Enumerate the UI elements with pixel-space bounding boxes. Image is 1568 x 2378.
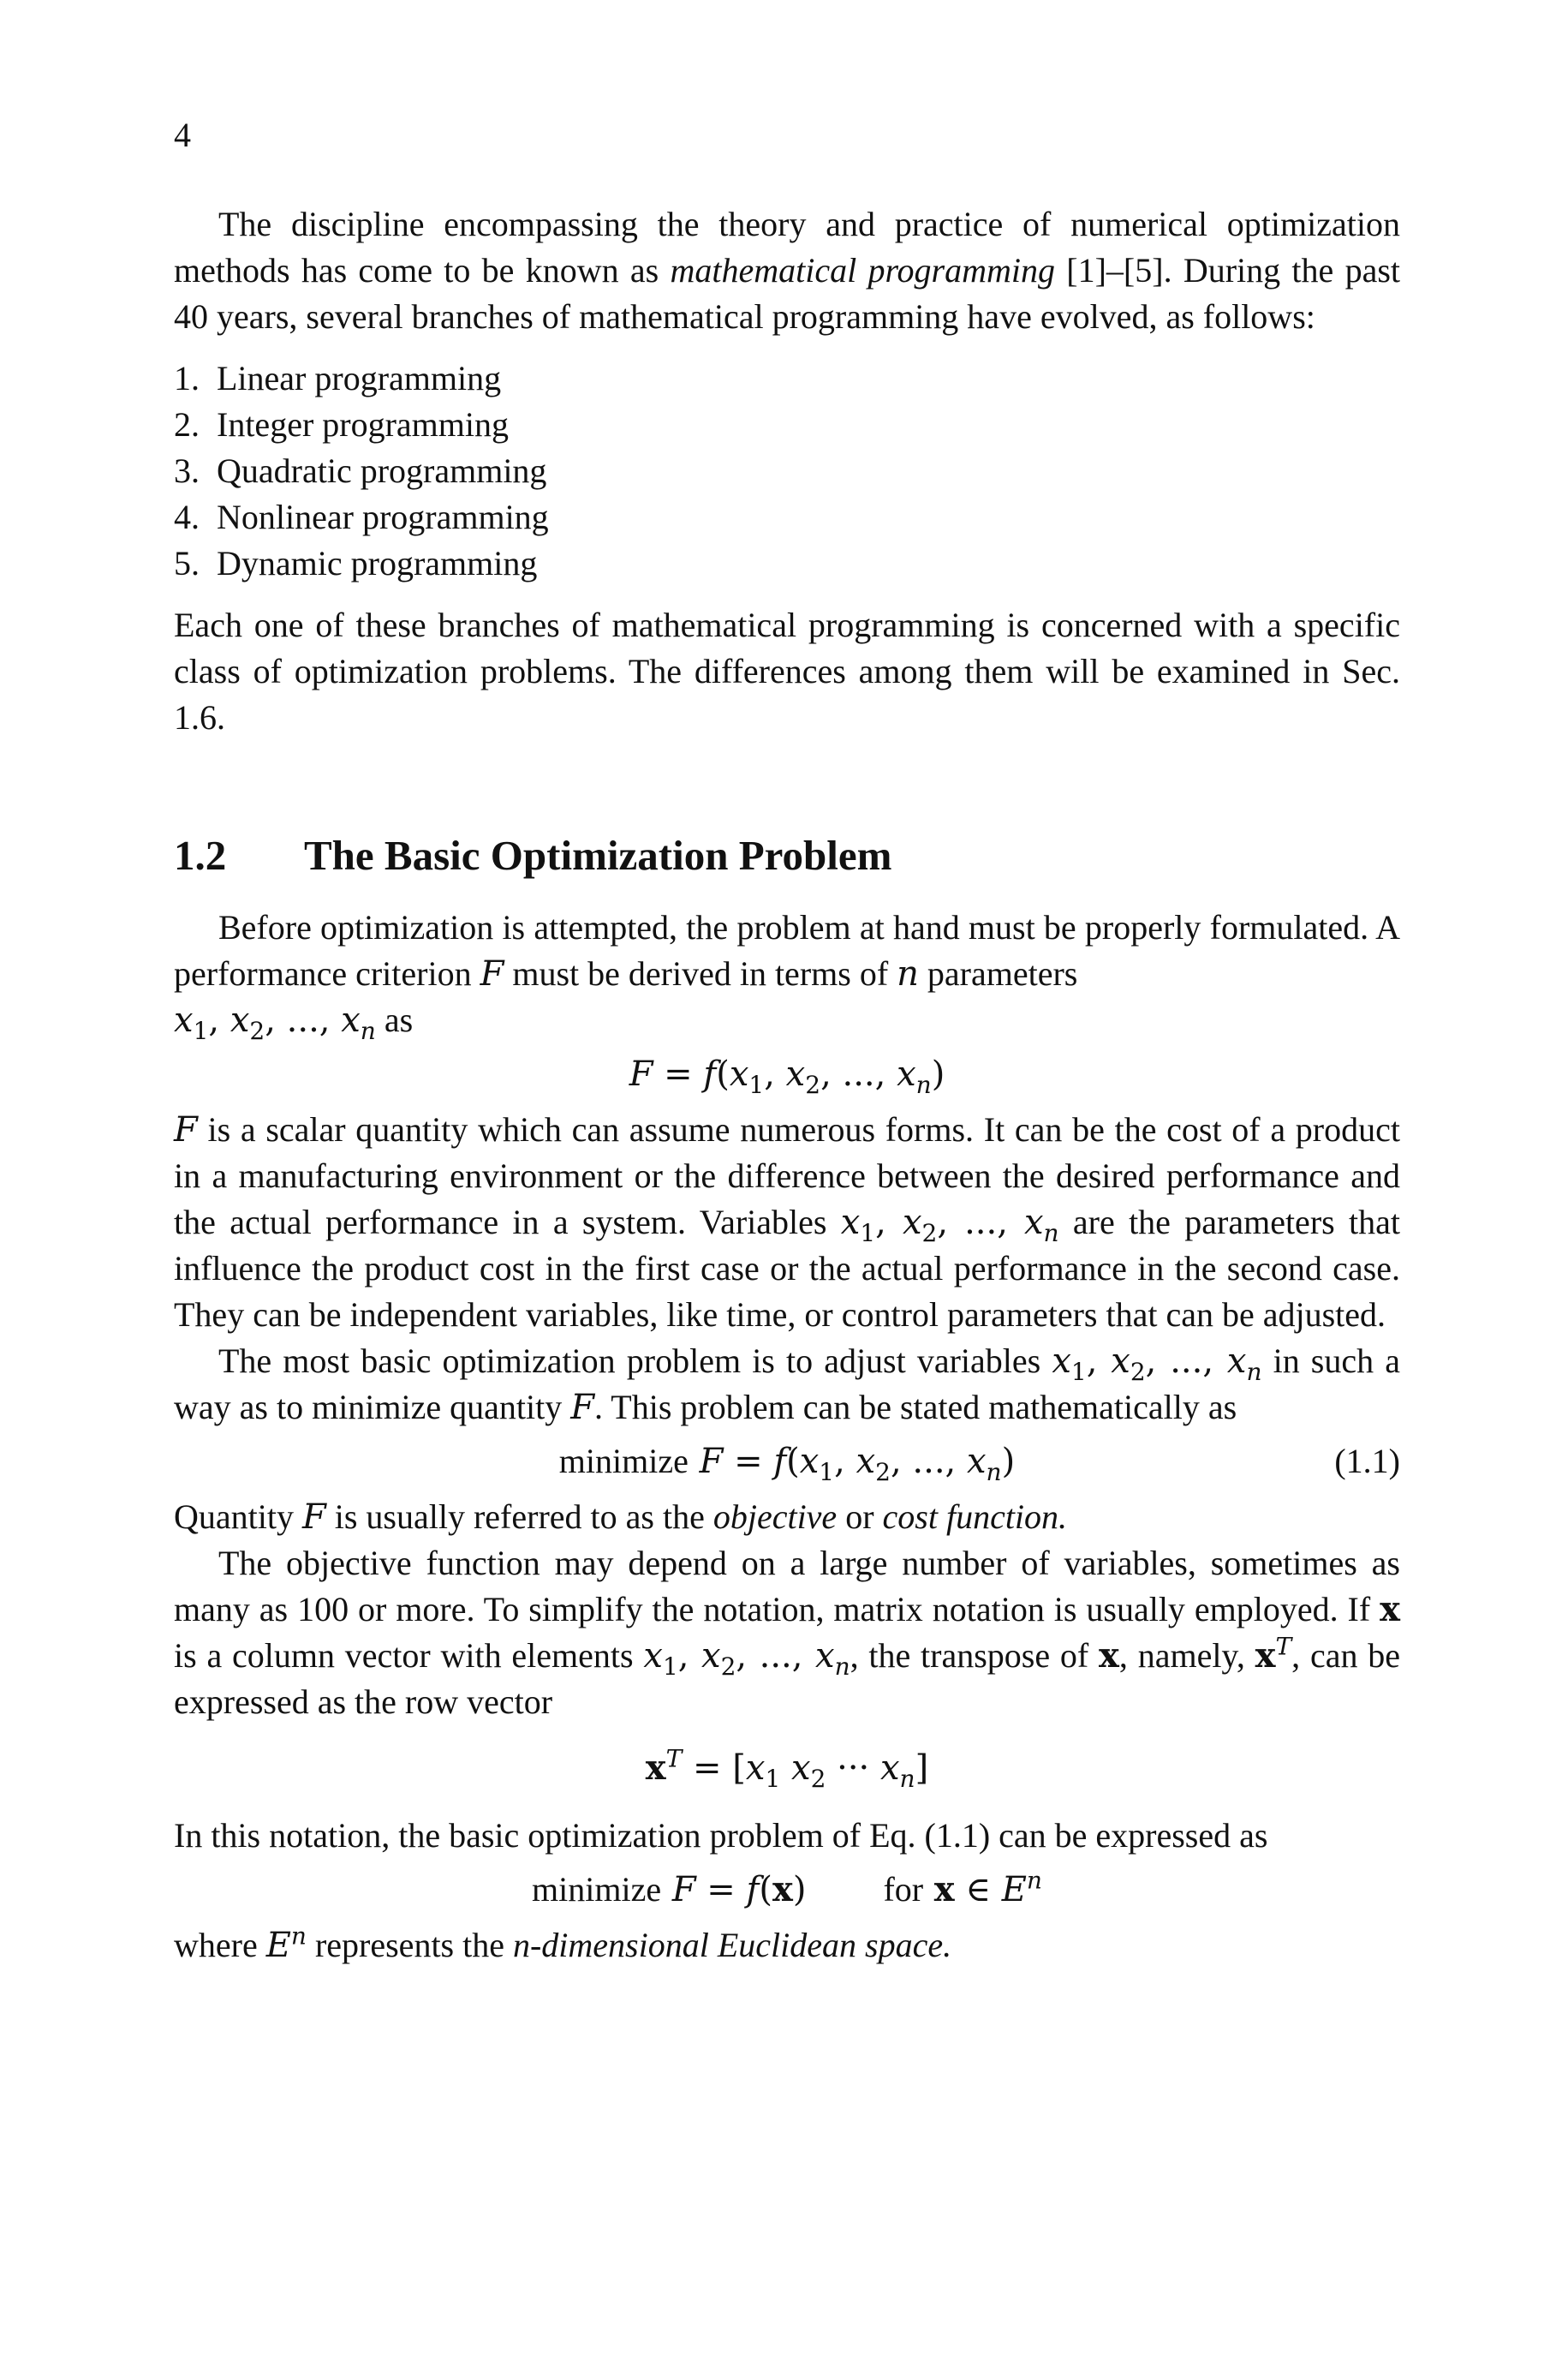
programming-branches-list — [174, 356, 1400, 587]
section-paragraph-2: F is a scalar quantity which can assume numerous forms. It can be the cost of a product in a manufacturing environment or the difference between the desired performance and the actual performance in a system. Variables $x_1$, $x_2$, ..., $x_n$ are the parameters that influence the product cost in the first case or the actual performance in the second case. They can be independent variables, like time, or control parameters that can be adjusted. — [174, 1110, 1401, 1334]
section-paragraph-7: where $E^n$ represents the n-dimensional Euclidean space. — [174, 1921, 952, 1965]
equation-vector-form: minimize F = f(x) for x ∈ $E^n$ — [532, 1866, 1042, 1909]
intro-section — [174, 201, 1400, 741]
section-paragraph-5: The objective function may depend on a large number of variables, sometimes as many as 100 or more. To simplify the notation, matrix notation is usually employed. If x is a column vector with elements $x_1$, $x_2$, ..., $x_n$, the transpose of x, namely, $x^T$, can be expressed as the row vector — [174, 1544, 1401, 1721]
list-item: 2. Integer programming — [174, 405, 509, 444]
equation-transpose: $x^T = [x_1$ $x_2$ ··· $x_n$] — [645, 1744, 929, 1793]
list-item: 5. Dynamic programming — [174, 544, 538, 583]
list-item: 1. Linear programming — [174, 359, 502, 397]
section-paragraph-6: In this notation, the basic optimization problem of Eq. (1.1) can be expressed as — [174, 1816, 1268, 1855]
section-heading — [174, 832, 892, 879]
section-paragraph-3: The most basic optimization problem is to adjust variables $x_1$, $x_2$, ..., $x_n$ in such a way as to minimize quantity F. This problem can be stated mathematically as — [174, 1341, 1400, 1427]
list-item: 4. Nonlinear programming — [174, 498, 549, 536]
equation-1-1: minimize $F = f(x_1$, $x_2$, ..., $x_n$) (1.1) — [174, 1437, 1400, 1485]
list-item: 3. Quadratic programming — [174, 451, 547, 490]
equation-number: (1.1) — [1334, 1442, 1400, 1480]
page-number: 4 — [174, 116, 191, 154]
term-mathematical-programming: mathematical programming — [670, 251, 1056, 290]
section-paragraph-4: Quantity F is usually referred to as the objective or cost function. — [174, 1497, 1068, 1537]
section-title: The Basic Optimization Problem — [304, 832, 892, 879]
section-body — [174, 905, 1400, 1969]
equation-objective: $F = f(x_1$, $x_2$, ..., $x_n$) — [629, 1055, 945, 1099]
section-paragraph-1: Before optimization is attempted, the problem at hand must be properly formulated. A performance criterion F must be derived in terms of n parameters $x_1$, $x_2$, ..., $x_n$ as — [174, 908, 1400, 1045]
intro-paragraph-1: The discipline encompassing the theory and practice of numerical optimization methods has come to be known as mathematical programming [1]–[5]. During the past 40 years, several branches of mathematical programming have evolved, as follows: — [174, 205, 1401, 336]
section-number: 1.2 — [174, 832, 227, 879]
intro-paragraph-2: Each one of these branches of mathematical programming is concerned with a specific class of optimization problems. The differences among them will be examined in Sec. 1.6. — [174, 606, 1400, 737]
